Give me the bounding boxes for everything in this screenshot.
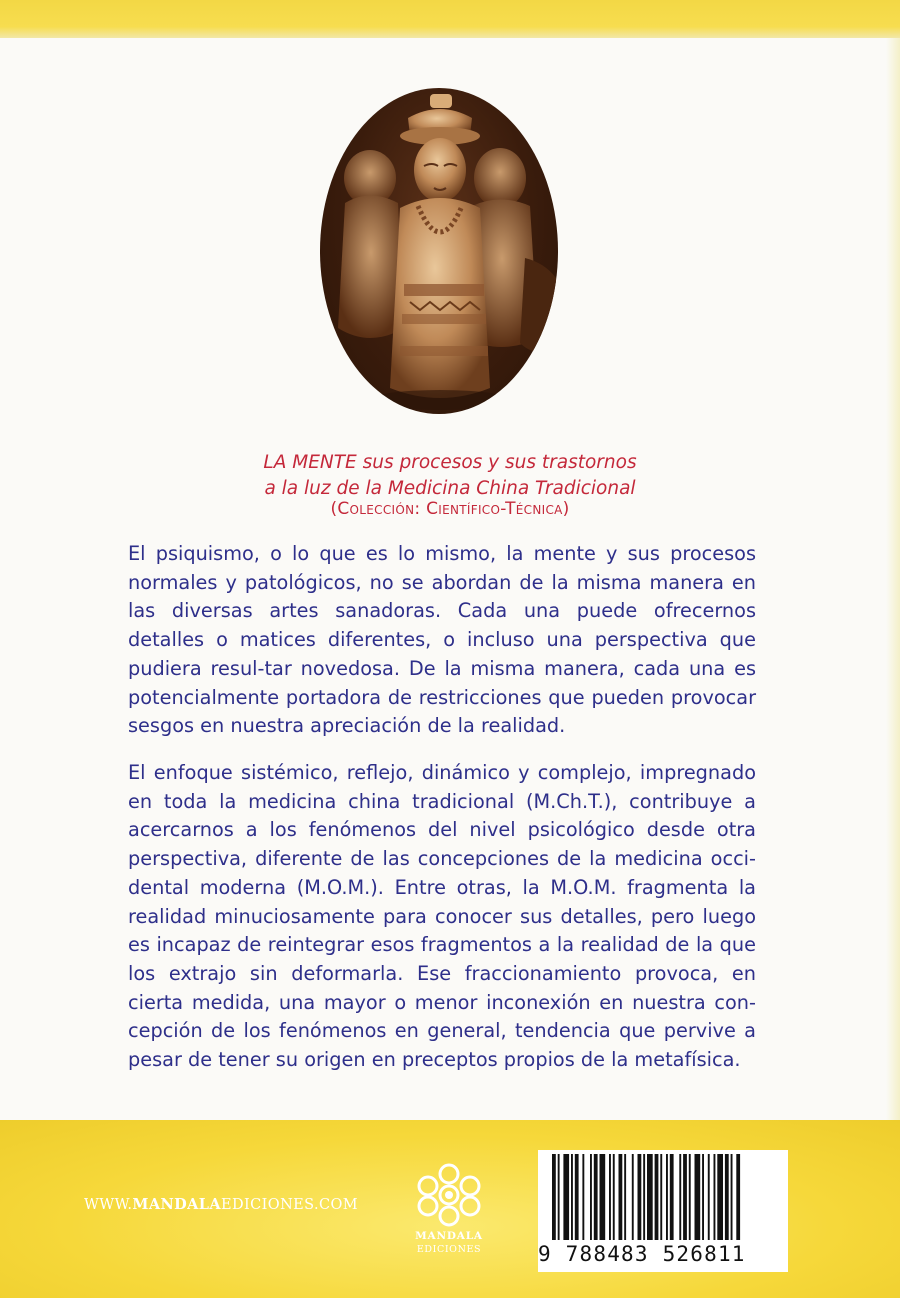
- website-suffix: EDICIONES.COM: [221, 1197, 358, 1213]
- website-prefix: WWW.: [84, 1197, 133, 1213]
- barcode-bar: [725, 1154, 729, 1240]
- barcode-bar: [643, 1154, 645, 1240]
- barcode-bar: [571, 1154, 573, 1240]
- publisher-website: [84, 1196, 358, 1213]
- barcode-bar: [563, 1154, 569, 1240]
- barcode-bar: [708, 1154, 710, 1240]
- top-yellow-band: [0, 0, 900, 38]
- isbn-barcode: [538, 1150, 788, 1272]
- barcode-bar: [717, 1154, 723, 1240]
- barcode-bar: [647, 1154, 653, 1240]
- barcode-bar: [736, 1154, 740, 1240]
- collection-label: (Colección: Científico-Técnica): [330, 499, 570, 519]
- barcode-bar: [600, 1154, 606, 1240]
- barcode-bar: [624, 1154, 626, 1240]
- barcode-bar: [590, 1154, 592, 1240]
- barcode-bar: [689, 1154, 691, 1240]
- book-title-line-2: a la luz de la Medicina China Tradicional: [264, 478, 636, 499]
- barcode-bar: [679, 1154, 681, 1240]
- page-edge: [886, 38, 900, 1120]
- barcode-bar: [575, 1154, 579, 1240]
- barcode-bar: [594, 1154, 598, 1240]
- barcode-bar: [695, 1154, 701, 1240]
- barcode-bar: [558, 1154, 560, 1240]
- barcode-bar: [731, 1154, 733, 1240]
- book-title: LA MENTE: [263, 452, 357, 473]
- barcode-bar: [582, 1154, 584, 1240]
- barcode-bar: [655, 1154, 659, 1240]
- book-subtitle: sus procesos y sus trastornos: [356, 452, 637, 473]
- synopsis-paragraph-2: El enfoque sistémico, reflejo, dinámico y complejo, impregnado en toda la medicina china tradicional (M.Ch.T.), contribuye a acercarnos a los fenómenos del nivel psicológico desde otra perspectiva, diferente de las concepciones de la medicina occi-dental moderna (M.O.M.). Entre otras, la M.O.M. fragmenta la realidad minuciosamente para conocer sus detalles, pero luego es incapaz de reintegrar esos fragmentos a la realidad de la que los extrajo sin deformarla. Ese fraccionamiento provoca, en cierta medida, una mayor o menor inconexión en nuestra con-cepción de los fenómenos en general, tendencia que pervive a pesar de tener su origen en preceptos propios de la metafísica.: [128, 761, 756, 1072]
- barcode-bar: [609, 1154, 611, 1240]
- barcode-bar: [666, 1154, 668, 1240]
- website-brand: MANDALA: [132, 1196, 222, 1213]
- barcode-bar: [670, 1154, 674, 1240]
- barcode-bar: [613, 1154, 615, 1240]
- cover-photo-chess-figure: [320, 88, 558, 414]
- synopsis-paragraph-1: El psiquismo, o lo que es lo mismo, la mente y sus procesos normales y patológicos, no se abordan de la misma manera en las diversas artes sanadoras. Cada una puede ofrecernos detalles o matices diferentes, o incluso una perspectiva que pudiera resul-tar novedosa. De la misma manera, cada una es potencialmente portadora de restricciones que pueden provocar sesgos en nuestra apreciación de la realidad.: [128, 542, 756, 738]
- barcode-bar: [702, 1154, 704, 1240]
- barcode-bar: [632, 1154, 634, 1240]
- barcode-bar: [619, 1154, 623, 1240]
- barcode-bar: [714, 1154, 716, 1240]
- barcode-bar: [552, 1154, 556, 1240]
- book-title-line-1: [100, 452, 800, 473]
- barcode-bar: [683, 1154, 687, 1240]
- barcode-bar: [660, 1154, 662, 1240]
- barcode-bar: [638, 1154, 642, 1240]
- publisher-logo-subtitle: EDICIONES: [416, 1244, 482, 1255]
- publisher-logo-name: MANDALA: [415, 1230, 483, 1242]
- barcode-digits: 9 788483 526811: [538, 1242, 746, 1266]
